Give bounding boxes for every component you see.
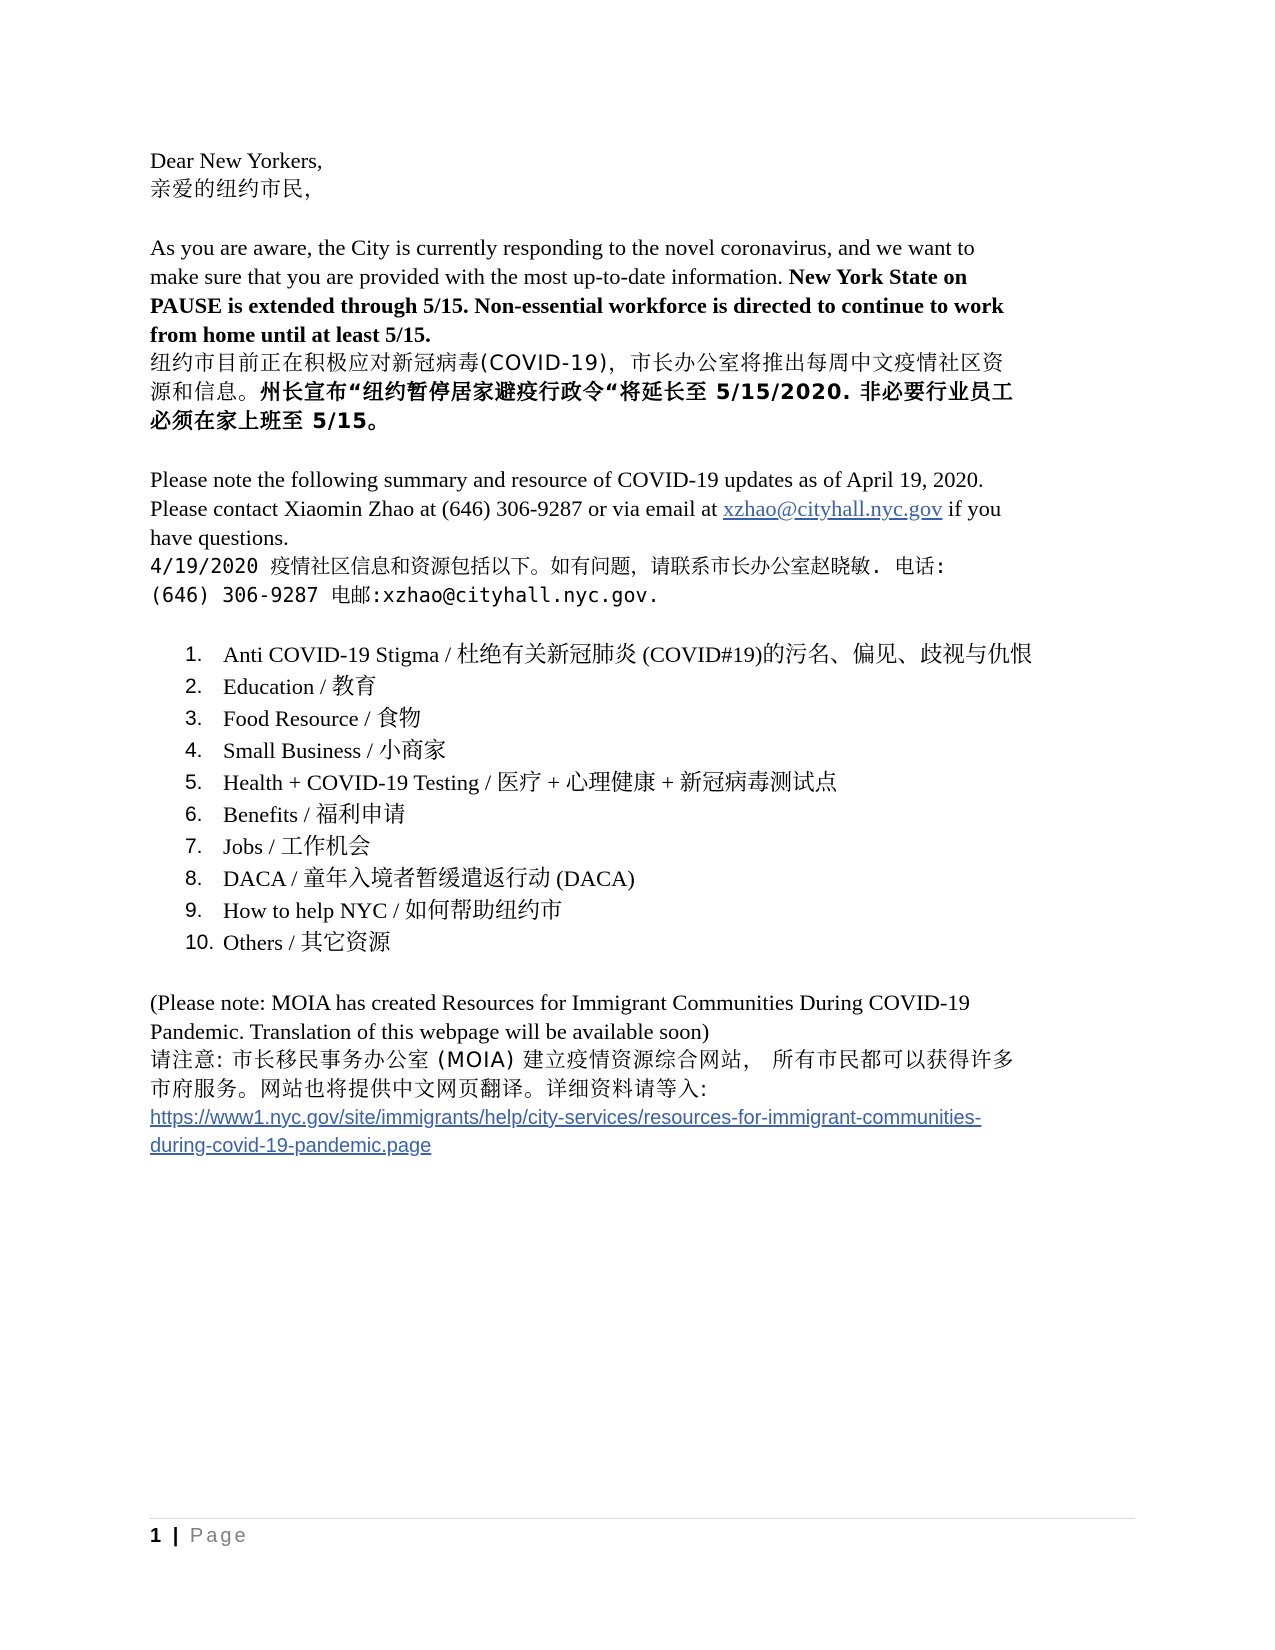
intro-zh-line-3: 必须在家上班至 5/15。 [150,409,390,433]
intro-line-4: from home until at least 5/15. [150,322,431,347]
contact-paragraph [150,465,1140,610]
list-item: 10. Others / 其它资源 [185,930,391,955]
moia-line-1: (Please note: MOIA has created Resources for Immigrant Communities During COVID-19 [150,990,970,1015]
moia-resource-link[interactable]: https://www1.nyc.gov/site/immigrants/help/city-services/resources-for-immigrant-communities- during-covid-19-pandemic.page [150,1107,982,1157]
intro-line-3: PAUSE is extended through 5/15. Non-essential workforce is directed to continue to work [150,293,1004,318]
greeting-en: Dear New Yorkers, [150,148,323,173]
list-item: 6. Benefits / 福利申请 [185,802,406,827]
list-item: 5. Health + COVID-19 Testing / 医疗 + 心理健康 + 新冠病毒测试点 [185,770,838,795]
intro-line-1: As you are aware, the City is currently responding to the novel coronavirus, and we want to [150,235,975,260]
intro-zh-line-1: 纽约市目前正在积极应对新冠病毒(COVID-19)，市长办公室将推出每周中文疫情社区资 [150,351,1005,375]
moia-paragraph [150,988,1140,1160]
list-item: 8. DACA / 童年入境者暂缓遣返行动 (DACA) [185,866,635,891]
greeting-zh: 亲爱的纽约市民， [150,177,326,201]
topics-list [185,639,1140,959]
page-number: 1 [150,1525,165,1547]
note-line-2: Please contact Xiaomin Zhao at (646) 306-9287 or via email at xzhao@cityhall.nyc.gov if you [150,496,1002,521]
letter-body [150,146,1140,1160]
moia-line-2: Pandemic. Translation of this webpage will be available soon) [150,1019,710,1044]
intro-bold-start: New York State on [788,264,968,289]
list-item: 9. How to help NYC / 如何帮助纽约市 [185,898,563,923]
note-line-1: Please note the following summary and resource of COVID-19 updates as of April 19, 2020. [150,467,984,492]
note-zh-line-1: 4/19/2020 疫情社区信息和资源包括以下。如有问题，请联系市长办公室赵晓敏. 电话: [150,554,947,578]
list-item: 2. Education / 教育 [185,674,377,699]
page-label: Page [189,1525,249,1547]
list-item: 1. Anti COVID-19 Stigma / 杜绝有关新冠肺炎 (COVID#19)的污名、偏见、歧视与仇恨 [185,642,1033,667]
note-line-3: have questions. [150,525,289,550]
note-zh-line-2: (646) 306-9287 电邮:xzhao@cityhall.nyc.gov. [150,583,660,607]
footer-divider [150,1518,1135,1519]
list-item: 4. Small Business / 小商家 [185,738,447,763]
moia-zh-line-2: 市府服务。网站也将提供中文网页翻译。详细资料请等入: [150,1077,709,1101]
intro-zh-line-2: 源和信息。州长宣布“纽约暂停居家避疫行政令“将延长至 5/15/2020. 非必要行业员工 [150,380,1014,404]
intro-line-2: make sure that you are provided with the most up-to-date information. New York State on [150,264,968,289]
email-link[interactable]: xzhao@cityhall.nyc.gov [722,496,943,521]
list-item: 7. Jobs / 工作机会 [185,834,371,859]
intro-paragraph [150,233,1140,436]
list-item: 3. Food Resource / 食物 [185,706,422,731]
page-footer [150,1525,249,1548]
footer-separator: | [172,1525,182,1547]
moia-zh-line-1: 请注意: 市长移民事务办公室 (MOIA) 建立疫情资源综合网站， 所有市民都可以获得许多 [150,1048,1015,1072]
